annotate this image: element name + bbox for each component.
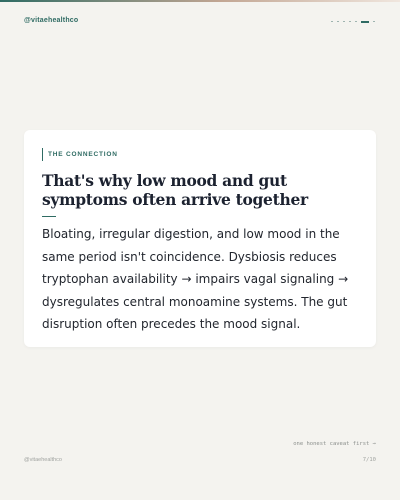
brand-handle: @vitaehealthco: [24, 17, 79, 24]
page-number: 7/10: [362, 457, 376, 463]
next-slide-hint: one honest caveat first →: [293, 441, 376, 447]
footer-handle: @vitaehealthco: [24, 457, 62, 463]
top-accent-stripe: [0, 0, 400, 2]
headline-divider: [42, 216, 56, 217]
pager-dot: [355, 21, 357, 22]
pager-dot-active: [361, 21, 369, 23]
card-body-text: Bloating, irregular digestion, and low mood in the same period isn't coincidence. Dysbiosis reduces tryptophan availability → impairs vagal signaling → dysregulates central monoamine systems. The gut disruption often precedes the mood signal.: [42, 227, 349, 331]
pager-dot: [331, 21, 333, 22]
pager-dot: [373, 21, 375, 22]
pager-dot: [349, 21, 351, 22]
pager-dot: [343, 21, 345, 22]
pager-dot: [337, 21, 339, 22]
section-eyebrow: THE CONNECTION: [42, 148, 118, 161]
content-card: [24, 130, 376, 347]
card-headline: That's why low mood and gut symptoms often arrive together: [42, 171, 308, 209]
pager-indicator: [331, 21, 381, 23]
